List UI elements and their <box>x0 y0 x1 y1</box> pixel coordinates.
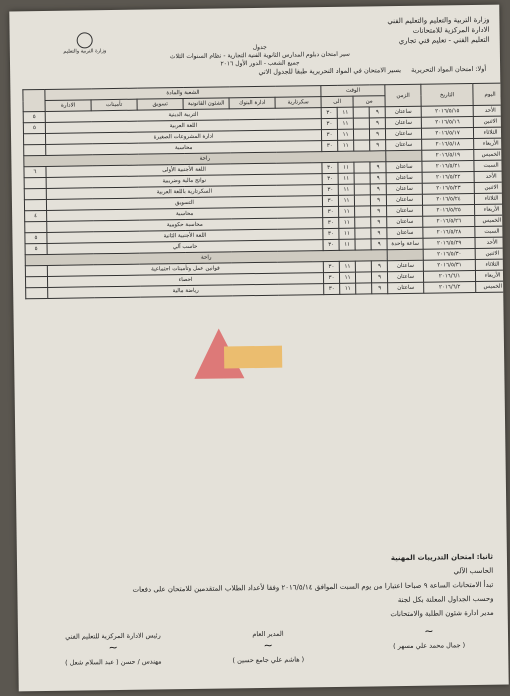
cell-to-hour: ١١ <box>337 118 353 129</box>
signature-mark: ~ <box>108 641 118 655</box>
cell-from-min <box>355 228 371 239</box>
cell-date: ٢٠١٦/٥/١٥ <box>421 105 473 117</box>
cell-day: الأحد <box>475 237 509 248</box>
cell-subject: رياضة مالية <box>48 284 324 299</box>
section2-sub: الحاسب الآلي <box>453 566 494 576</box>
cell-to-min: ٣٠ <box>323 217 339 228</box>
cell-subject: احصاء <box>47 273 323 288</box>
cell-time: ساعتان <box>388 271 424 283</box>
cell-subject: ادارة المشروعات الصغيرة <box>45 130 321 145</box>
section-label: أولا: امتحان المواد التحريرية <box>411 64 487 74</box>
cell-time: ساعتان <box>388 282 424 294</box>
cell-time: ساعتان <box>387 205 423 217</box>
ministry-line-1: وزارة التربية والتعليم والتعليم الفني <box>387 15 490 26</box>
cell-date: ٢٠١٦/٥/٢٩ <box>423 237 475 249</box>
cell-from-hour: ٩ <box>370 162 386 173</box>
cell-day: الثلاثاء <box>474 193 508 204</box>
signature-name: ( هاشم علي جامع حسين ) <box>232 655 305 665</box>
cell-subject: السكرتارية باللغة العربية <box>46 185 322 200</box>
cell-time: ساعتان <box>387 260 423 272</box>
cell-day: الخميس <box>475 215 509 226</box>
cell-subject: محاسبة حكومية <box>47 218 323 233</box>
section2-line2: وحسب الجداول المعلنة بكل لجنة <box>397 594 494 605</box>
cell-date: ٢٠١٦/٥/٢٤ <box>422 193 474 205</box>
cell-from-min <box>353 118 369 129</box>
cell-from-hour: ٩ <box>370 184 386 195</box>
document-title <box>140 42 380 69</box>
logo-text: وزارة التربية والتعليم <box>63 48 107 55</box>
cell-date: ٢٠١٦/٦/١ <box>424 270 476 282</box>
cell-to-hour: ١١ <box>338 140 354 151</box>
cell-day: الأحد <box>474 171 508 182</box>
cell-time: ساعتان <box>386 172 422 184</box>
cell-mark <box>24 144 46 155</box>
cell-date: ٢٠١٦/٥/٣٠ <box>423 248 475 260</box>
cell-from-hour: ٩ <box>370 195 386 206</box>
cell-date: ٢٠١٦/٥/٢٦ <box>423 215 475 227</box>
cell-day: الأحد <box>473 105 507 116</box>
cell-to-hour: ١١ <box>339 206 355 217</box>
signature-role: المدير العام <box>252 629 284 639</box>
section2-line3: مدير ادارة شئون الطلبة والامتحانات <box>390 608 494 619</box>
col-period: الوقت <box>321 85 385 97</box>
cell-from-min <box>355 217 371 228</box>
cell-subject: التسويق <box>46 196 322 211</box>
cell-from-min <box>356 283 372 294</box>
cell-from-min <box>354 195 370 206</box>
cell-time: ساعتان <box>386 128 422 140</box>
cell-subject: محاسبة <box>46 141 322 156</box>
cell-date: ٢٠١٦/٥/١٩ <box>422 149 474 161</box>
exam-schedule-table <box>22 83 508 300</box>
cell-from-min <box>354 184 370 195</box>
cell-day: الأربعاء <box>475 204 509 215</box>
document-page <box>9 5 508 692</box>
signature-name: مهندس / حسن ( عبد السلام شعل ) <box>65 657 162 667</box>
cell-date: ٢٠١٦/٦/٢ <box>424 281 476 293</box>
title-main: جدول <box>252 43 267 52</box>
cell-date: ٢٠١٦/٥/٢٣ <box>422 182 474 194</box>
cell-subject: اللغة العربية <box>45 119 321 134</box>
cell-time: ساعتان <box>386 183 422 195</box>
cell-to-min: ٣٠ <box>322 129 338 140</box>
cell-day: الاثنين <box>474 182 508 193</box>
cell-to-hour: ١١ <box>338 162 354 173</box>
signature-block-1 <box>364 625 494 653</box>
cell-from-hour: ٩ <box>371 228 387 239</box>
cell-rest: راحة <box>24 151 386 167</box>
cell-to-hour: ١١ <box>338 173 354 184</box>
cell-mark <box>24 177 46 188</box>
cell-from-min <box>355 206 371 217</box>
cell-mark <box>24 188 46 199</box>
cell-from-min <box>354 140 370 151</box>
cell-from-hour: ٩ <box>371 217 387 228</box>
cell-date: ٢٠١٦/٥/١٦ <box>421 116 473 128</box>
cell-to-hour: ١١ <box>339 239 355 250</box>
cell-time <box>386 150 422 162</box>
section2-title: ثانيا: امتحان التدريبات المهنية <box>390 552 493 563</box>
cell-to-hour: ١١ <box>340 272 356 283</box>
cell-subject: اللغة الأجنبية الأولى <box>46 163 322 178</box>
cell-from-hour: ٩ <box>371 239 387 250</box>
cell-subject: اللغة الأجنبية الثانية <box>47 229 323 244</box>
cell-time <box>387 249 423 261</box>
cell-subject: التربية الدينية <box>45 108 321 123</box>
cell-mark: ٥ <box>23 111 45 122</box>
cell-mark <box>24 199 46 210</box>
cell-day: السبت <box>475 226 509 237</box>
cell-date: ٢٠١٦/٥/٢١ <box>422 160 474 172</box>
cell-to-min: ٣٠ <box>324 283 340 294</box>
col-date: التاريخ <box>421 83 473 106</box>
cell-day: الثلاثاء <box>475 259 508 270</box>
ministry-line-3: التعليم الفني - تعليم فني تجاري <box>398 35 490 46</box>
col-admin: الادارة <box>45 100 91 112</box>
cell-from-hour: ٩ <box>370 140 386 151</box>
intro-line <box>46 65 486 79</box>
cell-day: الخميس <box>474 149 508 160</box>
col-marketing: تسويق <box>137 99 183 111</box>
ministry-line-2: الادارة المركزية للامتحانات <box>412 25 490 35</box>
cell-mark <box>26 287 48 298</box>
cell-date: ٢٠١٦/٥/٣١ <box>423 259 475 271</box>
ministry-logo <box>50 32 120 63</box>
col-legal: الشئون القانونية <box>183 98 229 110</box>
cell-day: الأربعاء <box>476 270 509 281</box>
cell-to-min: ٣٠ <box>321 118 337 129</box>
title-sub2: جميع الشعب - الدور الأول ٢٠١٦ <box>220 59 300 68</box>
cell-from-hour: ٩ <box>371 206 387 217</box>
cell-to-min: ٣٠ <box>321 107 337 118</box>
cell-mark: ٦ <box>24 166 46 177</box>
cell-time: ساعتان <box>385 106 421 118</box>
cell-from-min <box>353 107 369 118</box>
cell-from-min <box>355 261 371 272</box>
cell-subject: قوانين عمل وتأمينات اجتماعية <box>47 262 323 277</box>
col-insurance: تأمينات <box>91 99 137 111</box>
cell-to-hour: ١١ <box>339 217 355 228</box>
cell-day: السبت <box>474 160 508 171</box>
cell-to-min: ٣٠ <box>323 206 339 217</box>
cell-to-hour: ١١ <box>338 184 354 195</box>
cell-time: ساعة واحدة <box>387 238 423 250</box>
signature-block-3 <box>38 629 189 669</box>
cell-time: ساعتان <box>386 194 422 206</box>
cell-date: ٢٠١٦/٥/١٨ <box>422 138 474 150</box>
cell-day: الثلاثاء <box>474 127 508 138</box>
section2-line1: تبدأ الامتحانات الساعة ٩ صباحا اعتبارا من يوم السبت الموافق ٢٠١٦/٥/١٤ وفقا لأعداد الطلاب المتقدمين للامتحان على دفعات <box>132 580 494 594</box>
cell-to-min: ٣٠ <box>322 173 338 184</box>
cell-mark <box>23 133 45 144</box>
intro-note: يسير الامتحان في المواد التحريرية طبقا للجدول الاتي <box>258 65 402 76</box>
cell-to-min: ٣٠ <box>322 195 338 206</box>
cell-date: ٢٠١٦/٥/٢٥ <box>423 204 475 216</box>
cell-from-hour: ٩ <box>369 118 385 129</box>
cell-day: الأربعاء <box>474 138 508 149</box>
cell-mark: ٤ <box>25 210 47 221</box>
col-branches: الشعبة والمادة <box>45 86 321 101</box>
col-banks: ادارة البنوك <box>229 97 275 109</box>
cell-from-min <box>354 162 370 173</box>
col-secretary: سكرتارية <box>275 97 321 109</box>
cell-time: ساعتان <box>386 139 422 151</box>
cell-to-min: ٣٠ <box>323 228 339 239</box>
cell-mark <box>25 221 47 232</box>
col-day: اليوم <box>473 83 507 105</box>
title-sub: سير امتحان دبلوم المدارس الثانوية الفنية التجارية - نظام السنوات الثلاث <box>169 50 350 61</box>
cell-time: ساعتان <box>385 117 421 129</box>
cell-from-min <box>355 239 371 250</box>
watermark-logo <box>164 318 285 390</box>
cell-to-hour: ١١ <box>339 228 355 239</box>
cell-from-hour: ٩ <box>369 107 385 118</box>
col-to: الى <box>321 96 353 107</box>
cell-to-hour: ١١ <box>338 129 354 140</box>
cell-to-hour: ١١ <box>340 283 356 294</box>
cell-subject: حاسب آلي <box>47 240 323 255</box>
col-mark <box>23 89 45 111</box>
cell-from-hour: ٩ <box>372 272 388 283</box>
cell-from-hour: ٩ <box>370 129 386 140</box>
cell-day: الخميس <box>476 281 509 292</box>
cell-mark: ٥ <box>25 232 47 243</box>
cell-subject: نواتج مالية وضريبية <box>46 174 322 189</box>
cell-date: ٢٠١٦/٥/٢٢ <box>422 171 474 183</box>
cell-from-hour: ٩ <box>371 261 387 272</box>
col-time: الزمن <box>385 84 421 107</box>
cell-to-min: ٣٠ <box>322 184 338 195</box>
cell-from-min <box>356 272 372 283</box>
cell-subject: محاسبة <box>47 207 323 222</box>
cell-to-hour: ١١ <box>339 261 355 272</box>
cell-to-min: ٣٠ <box>323 261 339 272</box>
cell-mark: ٥ <box>23 122 45 133</box>
cell-date: ٢٠١٦/٥/١٧ <box>422 127 474 139</box>
signature-mark: ~ <box>424 624 434 638</box>
cell-day: الاثنين <box>475 248 508 259</box>
cell-mark <box>25 265 47 276</box>
signature-role: رئيس الادارة المركزية للتعليم الفني <box>65 631 161 641</box>
cell-mark: ٥ <box>25 243 47 254</box>
signature-block-2 <box>203 627 334 667</box>
signature-mark: ~ <box>263 638 273 652</box>
cell-from-min <box>354 129 370 140</box>
col-from: من <box>353 96 385 107</box>
cell-day: الاثنين <box>473 116 507 127</box>
cell-time: ساعتان <box>386 161 422 173</box>
cell-to-hour: ١١ <box>337 107 353 118</box>
practical-exams-section <box>33 550 494 626</box>
cell-time: ساعتان <box>387 227 423 239</box>
cell-from-min <box>354 173 370 184</box>
cell-to-min: ٣٠ <box>324 272 340 283</box>
cell-from-hour: ٩ <box>370 173 386 184</box>
cell-to-min: ٣٠ <box>323 239 339 250</box>
cell-date: ٢٠١٦/٥/٢٨ <box>423 226 475 238</box>
signature-name: ( جمال محمد علي مسهر ) <box>393 641 466 651</box>
eagle-emblem-icon <box>77 32 93 48</box>
cell-rest: راحة <box>25 250 387 266</box>
cell-mark <box>25 276 47 287</box>
cell-to-min: ٣٠ <box>322 140 338 151</box>
cell-to-min: ٣٠ <box>322 162 338 173</box>
cell-from-hour: ٩ <box>372 283 388 294</box>
cell-to-hour: ١١ <box>338 195 354 206</box>
cell-time: ساعتان <box>387 216 423 228</box>
